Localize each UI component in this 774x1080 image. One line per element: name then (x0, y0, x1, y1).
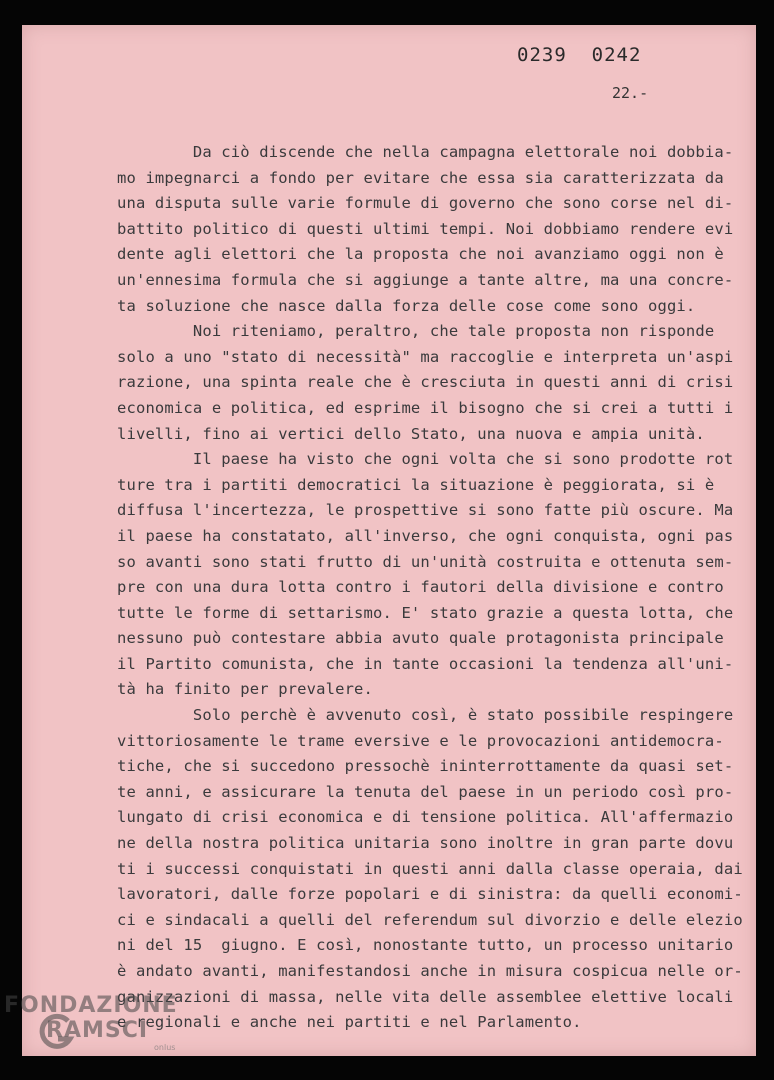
text-line: ture tra i partiti democratici la situazione è peggiorata, si è (117, 475, 715, 494)
fondazione-gramsci-watermark (4, 993, 178, 1052)
gramsci-g-logo-icon (34, 1011, 78, 1055)
text-line: e regionali e anche nei partiti e nel Parlamento. (117, 1013, 582, 1032)
text-line: economica e politica, ed esprime il bisogno che si crei a tutti i (117, 398, 734, 417)
text-line: un'ennesima formula che si aggiunge a tante altre, ma una concre- (117, 270, 734, 289)
text-line: dente agli elettori che la proposta che noi avanziamo oggi non è (117, 245, 724, 264)
page-number: 22.- (612, 84, 649, 102)
text-line: lavoratori, dalle forze popolari e di sinistra: da quelli economi- (117, 885, 743, 904)
text-line: ci e sindacali a quelli del referendum sul divorzio e delle elezio (117, 910, 743, 929)
text-line: livelli, fino ai vertici dello Stato, una nuova e ampia unità. (117, 424, 705, 443)
text-line: ganizzazioni di massa, nelle vita delle assemblee elettive locali (117, 987, 734, 1006)
text-line: Noi riteniamo, peraltro, che tale proposta non risponde (117, 322, 715, 341)
text-line: una disputa sulle varie formule di governo che sono corse nel di- (117, 194, 734, 213)
text-line: Solo perchè è avvenuto così, è stato possibile respingere (117, 706, 734, 725)
text-line: Il paese ha visto che ogni volta che si sono prodotte rot (117, 450, 734, 469)
text-line: battito politico di questi ultimi tempi. Noi dobbiamo rendere evi (117, 219, 734, 238)
typewritten-body (117, 140, 743, 1036)
text-line: mo impegnarci a fondo per evitare che essa sia caratterizzata da (117, 168, 724, 187)
text-line: il Partito comunista, che in tante occasioni la tendenza all'uni- (117, 654, 734, 673)
text-line: nessuno può contestare abbia avuto quale protagonista principale (117, 629, 724, 648)
text-line: razione, una spinta reale che è cresciuta in questi anni di crisi (117, 373, 734, 392)
text-line: solo a uno "stato di necessità" ma raccoglie e interpreta un'aspi (117, 347, 734, 366)
text-line: ti i successi conquistati in questi anni dalla classe operaia, dai (117, 859, 743, 878)
text-line: tiche, che si succedono pressochè ininterrottamente da quasi set- (117, 757, 734, 776)
text-line: pre con una dura lotta contro i fautori della divisione e contro (117, 578, 724, 597)
watermark-line1: FONDAZIONE (4, 993, 178, 1018)
text-line: te anni, e assicurare la tenuta del paese in un periodo così pro- (117, 782, 734, 801)
text-line: tà ha finito per prevalere. (117, 680, 374, 699)
text-line: ni del 15 giugno. E così, nonostante tutto, un processo unitario (117, 936, 734, 955)
watermark-onlus: onlus (154, 1043, 176, 1052)
text-line: diffusa l'incertezza, le prospettive si sono fatte più oscure. Ma (117, 501, 734, 520)
text-line: lungato di crisi economica e di tensione politica. All'affermazio (117, 808, 734, 827)
text-line: il paese ha constatato, all'inverso, che ogni conquista, ogni pas (117, 526, 734, 545)
text-line: Da ciò discende che nella campagna elettorale noi dobbia- (117, 143, 734, 161)
text-line: tutte le forme di settarismo. E' stato grazie a questa lotta, che (117, 603, 734, 622)
text-line: vittoriosamente le trame eversive e le provocazioni antidemocra- (117, 731, 724, 750)
watermark-line2-row (4, 1019, 178, 1043)
archive-code: 0239 0242 (517, 44, 642, 66)
text-line: ta soluzione che nasce dalla forza delle cose come sono oggi. (117, 296, 696, 315)
text-line: ne della nostra politica unitaria sono inoltre in gran parte dovu (117, 834, 734, 853)
text-line: so avanti sono stati frutto di un'unità costruita e ottenuta sem- (117, 552, 734, 571)
watermark-line2: RAMSCI (46, 1018, 149, 1043)
text-line: è andato avanti, manifestandosi anche in misura cospicua nelle or- (117, 962, 743, 980)
